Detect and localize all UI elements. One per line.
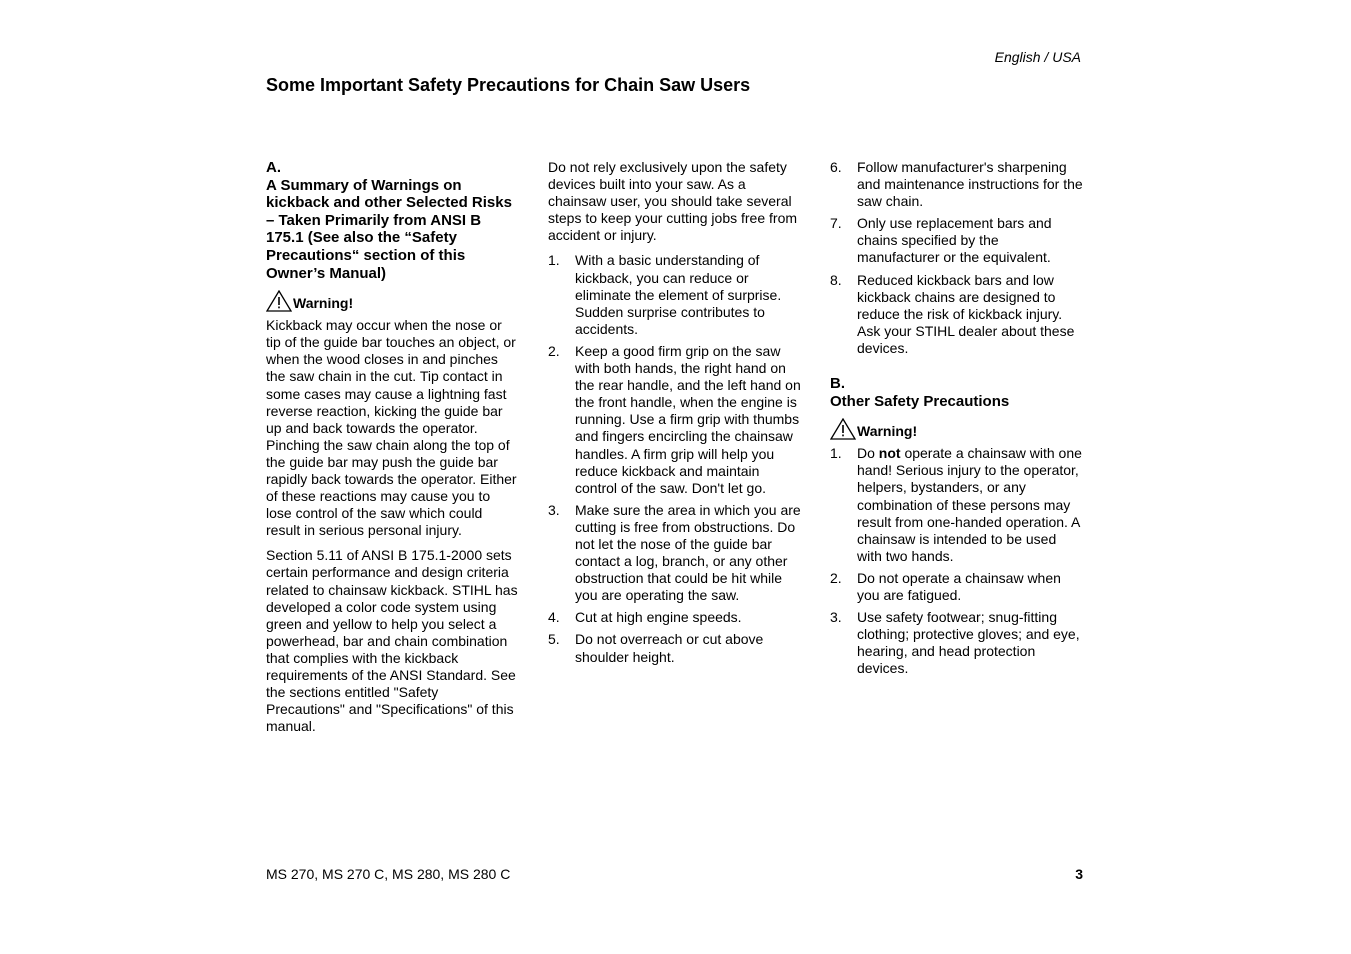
list-item [548,631,801,665]
column-2 [548,159,801,671]
section-b-letter: B. [830,375,845,393]
list-number: 1. [830,445,842,462]
list-text: Cut at high engine speeds. [575,609,742,626]
precaution-list-a-continued [830,159,1083,357]
list-text: Make sure the area in which you are cutting is free from obstructions. Do not let the nose of the guide bar contact a log, branch, or any other obstruction that could be hit while you are operating the saw. [575,501,801,604]
warning-triangle-icon [830,418,856,440]
list-item [830,159,1083,210]
list-text: operate a chainsaw with one hand! Serious injury to the operator, helpers, bystanders, or any combination of these persons may result from one-handed operation. A chainsaw is intended to be used with two hands. [857,445,1082,564]
list-number: 3. [830,609,842,626]
list-item [830,215,1083,266]
column-1 [266,159,519,743]
list-text: Follow manufacturer's sharpening and maintenance instructions for the saw chain. [857,159,1083,210]
list-number: 7. [830,215,842,232]
section-a-title: A Summary of Warnings on kickback and other Selected Risks – Taken Primarily from ANSI B 175.1 (See also the “Safety Precautions“ section of this Owner’s Manual) [266,176,512,282]
column-3 [830,159,1083,682]
list-number: 3. [548,501,560,518]
list-item [830,445,1083,565]
warning-label: Warning! [293,295,354,312]
warning-triangle-icon [266,290,292,312]
section-a-letter: A. [266,159,281,176]
warning-header [266,290,519,312]
list-item [548,252,801,337]
list-text: Keep a good firm grip on the saw with both hands, the right hand on the rear handle, and the left hand on the front handle, when the engine is running. Use a firm grip with thumbs and fingers encircling the chainsaw handles. A firm grip will help you reduce kickback and maintain control of the saw. Don't let go. [575,342,801,496]
language-label: English / USA [994,49,1081,65]
list-text: Do not overreach or cut above shoulder height. [575,631,764,665]
list-number: 5. [548,631,560,648]
list-text-bold: not [878,445,901,462]
list-item [548,502,801,605]
section-b-title: Other Safety Precautions [830,392,1010,410]
warning-label: Warning! [857,423,918,440]
page-number: 3 [1075,866,1083,882]
list-text: Only use replacement bars and chains specified by the manufacturer or the equivalent. [857,215,1052,266]
list-text: Reduced kickback bars and low kickback chains are designed to reduce the risk of kickback injury. Ask your STIHL dealer about these devices. [857,271,1075,356]
list-number: 6. [830,159,842,175]
kickback-paragraph: Kickback may occur when the nose or tip of the guide bar touches an object, or when the wood closes in and pinches the saw chain in the cut. Tip contact in some cases may cause a lightning fast reverse reaction, kicking the guide bar up and back towards the operator. Pinching the saw chain along the top of the guide bar may push the guide bar rapidly back towards the operator. Either of these reactions may cause you to lose control of the saw which could result in serious personal injury. [266,317,517,539]
list-item [548,609,801,626]
list-item [830,609,1083,677]
list-item [548,343,801,497]
list-text-pre: Do [857,445,879,462]
ansi-paragraph: Section 5.11 of ANSI B 175.1-2000 sets certain performance and design criteria related to chainsaw kickback. STIHL has developed a color code system using green and yellow to help you select a powerhead, bar and chain combination that complies with the kickback requirements of the ANSI Standard. See the sections entitled "Safety Precautions" and "Specifications" of this manual. [266,547,518,735]
list-number: 2. [830,569,842,586]
list-number: 8. [830,271,842,288]
warning-header [830,418,1083,440]
precaution-list-a [548,252,801,665]
list-number: 2. [548,342,560,359]
page-title: Some Important Safety Precautions for Chain Saw Users [266,75,751,95]
list-number: 4. [548,609,560,626]
list-item [830,570,1083,604]
list-item [830,272,1083,357]
footer-models: MS 270, MS 270 C, MS 280, MS 280 C [266,866,511,882]
section-b-heading [830,375,1083,410]
list-text: With a basic understanding of kickback, you can reduce or eliminate the element of surprise. Sudden surprise contributes to accidents. [575,252,782,337]
list-text: Use safety footwear; snug-fitting clothing; protective gloves; and eye, hearing, and head protection devices. [857,609,1080,677]
list-text: Do not operate a chainsaw when you are fatigued. [857,569,1061,603]
precaution-list-b [830,445,1083,677]
section-a-heading [266,159,519,282]
list-number: 1. [548,252,560,269]
intro-paragraph: Do not rely exclusively upon the safety devices built into your saw. As a chainsaw user, you should take several steps to keep your cutting jobs free from accident or injury. [548,159,798,244]
